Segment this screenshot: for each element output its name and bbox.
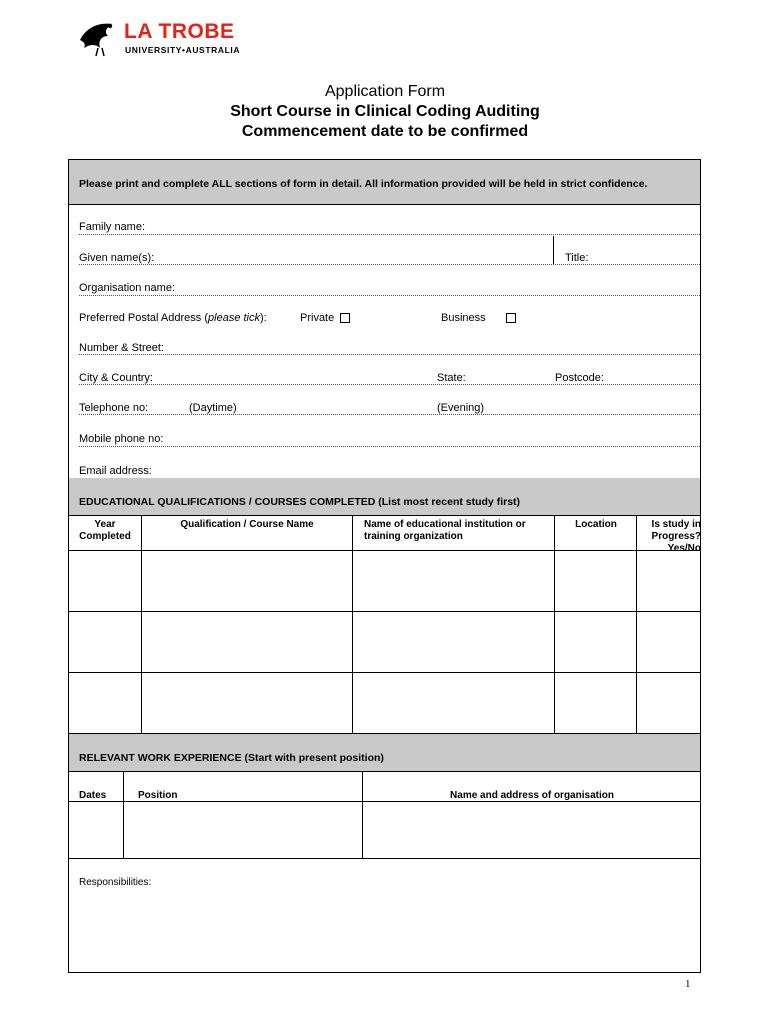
education-heading: EDUCATIONAL QUALIFICATIONS / COURSES COMPLETED (List most recent study first)	[79, 496, 521, 508]
number-street-label: Number & Street:	[79, 342, 164, 354]
logo-subtitle: UNIVERSITY•AUSTRALIA	[125, 45, 241, 55]
city-country-label: City & Country:	[79, 372, 153, 384]
responsibilities-label: Responsibilities:	[79, 877, 152, 888]
given-names-field[interactable]	[79, 264, 700, 265]
page-number: 1	[685, 978, 691, 990]
organisation-label: Organisation name:	[79, 282, 175, 294]
business-checkbox[interactable]	[506, 313, 516, 323]
course-title: Short Course in Clinical Coding Auditing	[230, 103, 540, 120]
col-in-progress: Is study in Progress? Yes/No	[651, 519, 701, 554]
education-row-2[interactable]	[142, 612, 351, 672]
col-organisation: Name and address of organisation	[450, 790, 614, 801]
private-option[interactable]: Private	[300, 312, 350, 324]
city-country-field[interactable]	[79, 384, 700, 385]
col-qualification: Qualification / Course Name	[180, 519, 314, 530]
eagle-icon	[78, 18, 120, 58]
state-label: State:	[437, 372, 466, 384]
application-form	[68, 159, 701, 973]
col-dates: Dates	[79, 790, 107, 801]
col-institution: Name of educational institution or training organization	[364, 519, 526, 542]
given-names-label: Given name(s):	[79, 252, 155, 264]
commencement-note: Commencement date to be confirmed	[241, 123, 529, 140]
organisation-field[interactable]	[79, 295, 700, 296]
evening-label: (Evening)	[437, 402, 485, 414]
intro-text: Please print and complete ALL sections of form in detail. All information provided will be held in strict confidence.	[79, 178, 648, 190]
work-heading: RELEVANT WORK EXPERIENCE (Start with present position)	[79, 752, 384, 764]
form-title: Application Form	[324, 83, 446, 100]
mobile-field[interactable]	[79, 446, 700, 447]
postal-address-label: Preferred Postal Address (please tick):	[79, 312, 267, 324]
email-label: Email address:	[79, 465, 152, 477]
private-checkbox[interactable]	[340, 313, 350, 323]
postcode-label: Postcode:	[555, 372, 604, 384]
la-trobe-logo	[78, 18, 248, 60]
mobile-label: Mobile phone no:	[79, 433, 164, 445]
telephone-field[interactable]	[79, 414, 700, 415]
responsibilities-field[interactable]	[79, 892, 689, 967]
title-label: Title:	[565, 252, 589, 264]
col-location: Location	[575, 519, 617, 530]
family-name-field[interactable]	[79, 234, 700, 235]
work-row-1[interactable]	[124, 802, 361, 858]
number-street-field[interactable]	[79, 354, 700, 355]
col-position: Position	[138, 790, 178, 801]
form-title-block	[0, 82, 770, 142]
logo-brand: LA TROBE	[124, 20, 235, 43]
education-row-3[interactable]	[142, 673, 351, 733]
col-year-completed: Year Completed	[79, 519, 131, 542]
daytime-label: (Daytime)	[189, 402, 237, 414]
telephone-label: Telephone no:	[79, 402, 149, 414]
business-option[interactable]: Business	[441, 312, 516, 324]
family-name-label: Family name:	[79, 221, 146, 233]
education-row-1[interactable]	[142, 551, 351, 611]
